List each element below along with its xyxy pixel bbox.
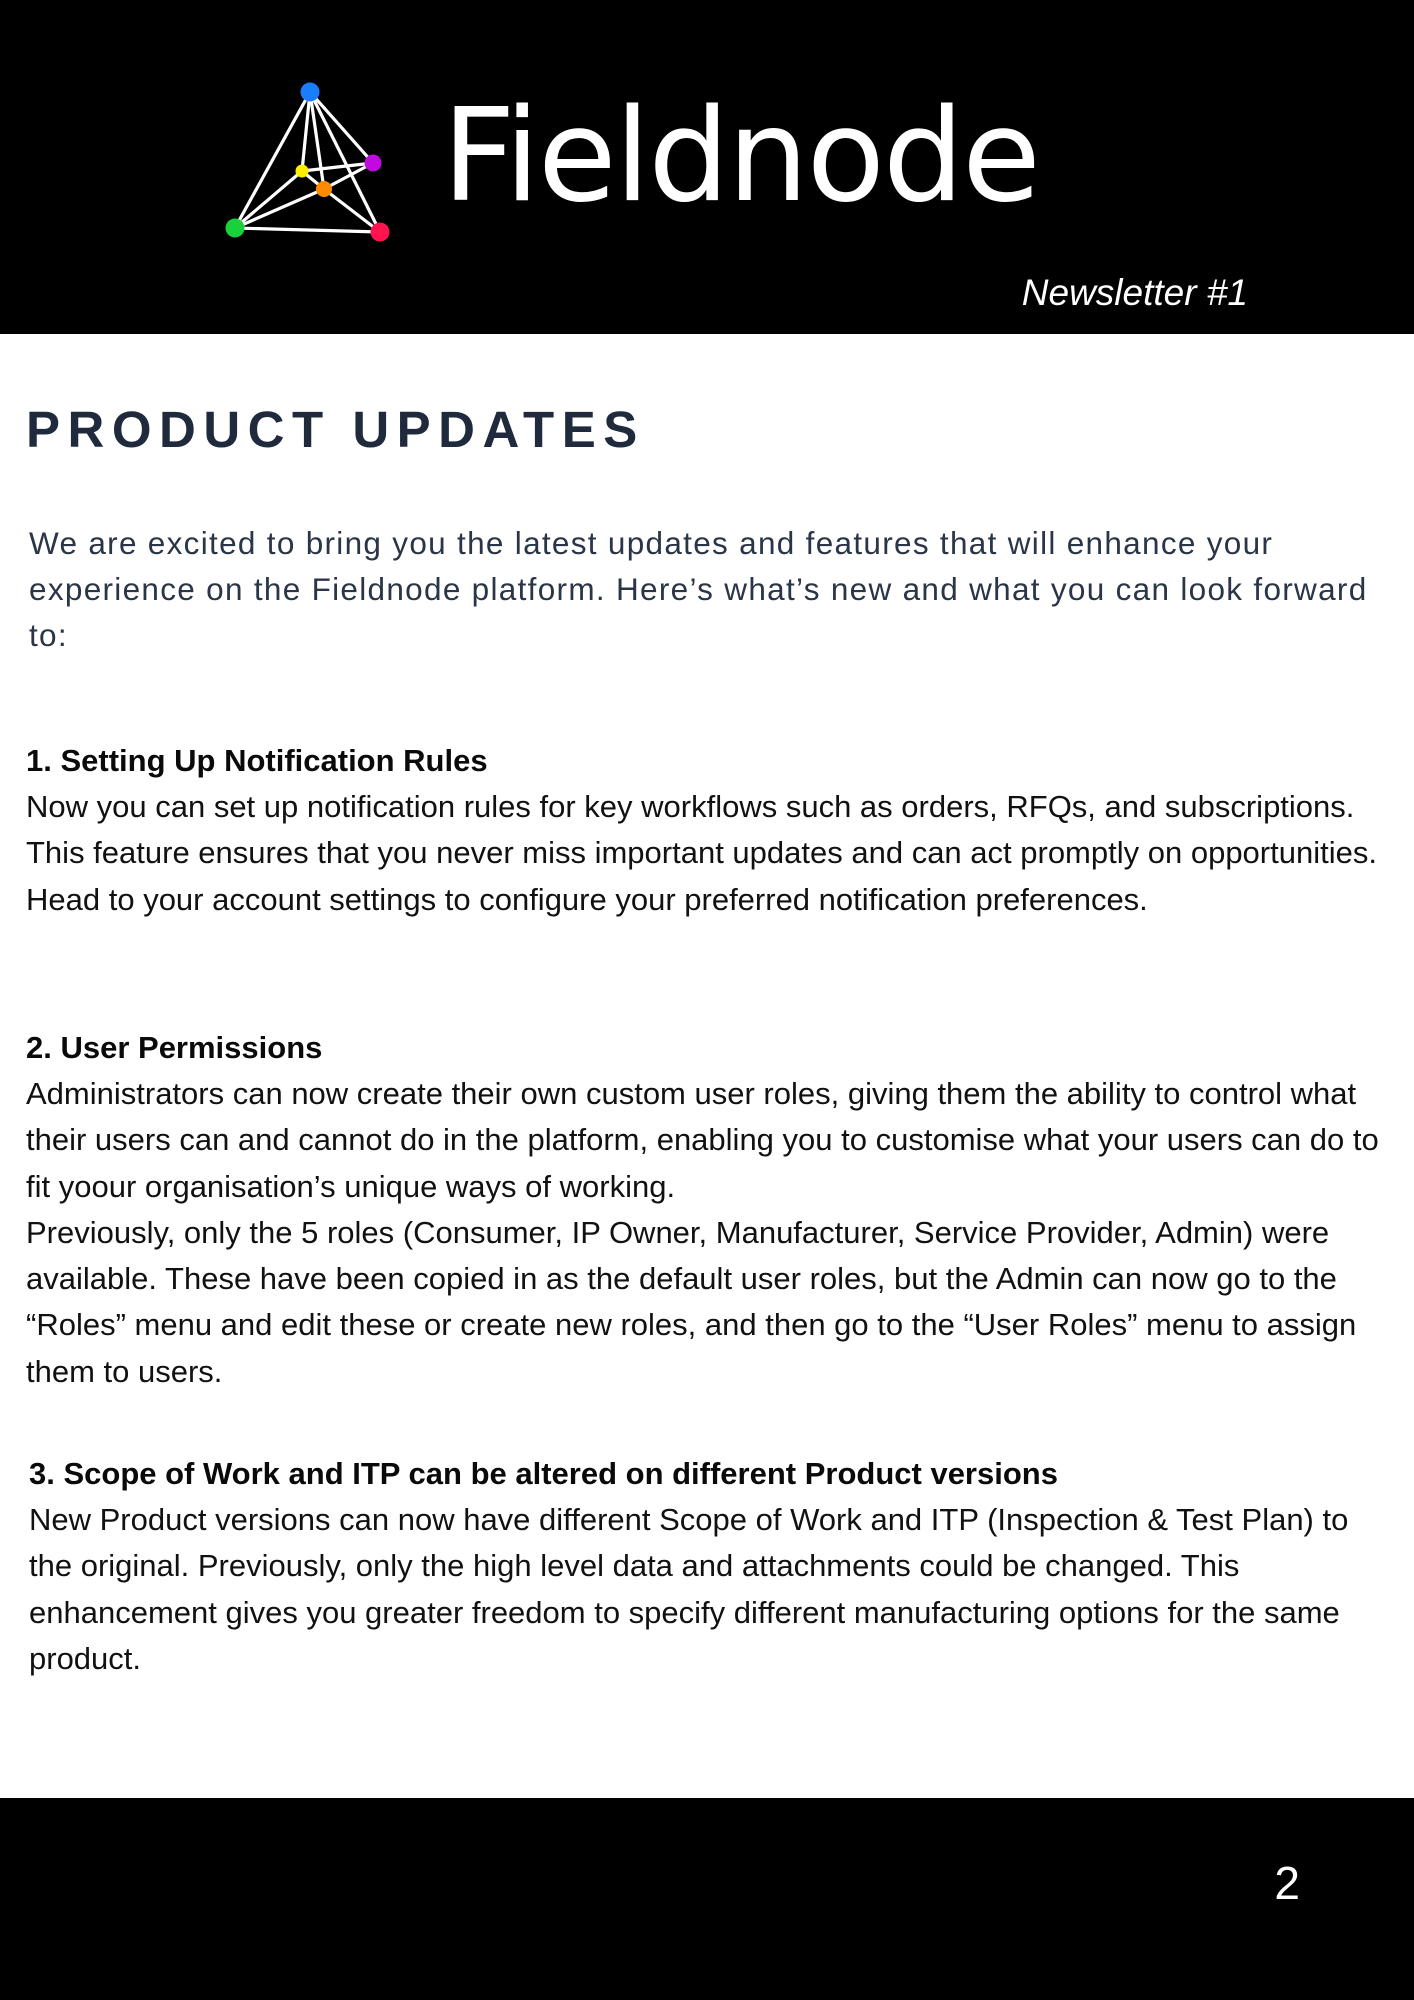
section-heading: 3. Scope of Work and ITP can be altered on different Product versions	[29, 1456, 1058, 1491]
logo-node-blue	[301, 83, 320, 102]
logo-node-green	[226, 219, 245, 238]
section-paragraph: Previously, only the 5 roles (Consumer, IP Owner, Manufacturer, Service Provider, Admin) were available. These have been copied in as the default user roles, but the Admin can now go to the “Roles” menu and edit these or create new roles, and then go to the “User Roles” menu to assign them to users.	[26, 1214, 1357, 1389]
logo-node-orange	[316, 181, 332, 197]
section-notification-rules	[26, 738, 1396, 923]
logo-node-red	[371, 223, 390, 242]
page-number: 2	[1274, 1857, 1300, 1909]
logo-node-yellow	[296, 165, 309, 178]
section-paragraph: Administrators can now create their own custom user roles, giving them the ability to control what their users can and cannot do in the platform, enabling you to customise what your users can do to fit yoour organisation’s unique ways of working.	[26, 1076, 1379, 1204]
section-scope-of-work	[29, 1451, 1399, 1682]
logo-wordmark: Fieldnode	[442, 82, 1039, 231]
section-heading: 1. Setting Up Notification Rules	[26, 743, 488, 778]
header-banner	[0, 0, 1414, 334]
logo-node-purple	[365, 155, 382, 172]
intro-paragraph: We are excited to bring you the latest updates and features that will enhance your experience on the Fieldnode platform. Here’s what’s new and what you can look forward to:	[29, 525, 1368, 653]
footer-bar	[0, 1798, 1414, 2000]
section-heading: 2. User Permissions	[26, 1030, 323, 1065]
newsletter-label: Newsletter #1	[1021, 272, 1248, 313]
fieldnode-logo-icon	[220, 78, 400, 248]
section-paragraph: New Product versions can now have different Scope of Work and ITP (Inspection & Test Plan) to the original. Previously, only the high level data and attachments could be changed. This enhancement gives you greater freedom to specify different manufacturing options for the same product.	[29, 1502, 1349, 1676]
page-title: PRODUCT UPDATES	[26, 401, 645, 458]
section-user-permissions	[26, 1025, 1396, 1395]
section-paragraph: Now you can set up notification rules for key workflows such as orders, RFQs, and subscriptions. This feature ensures that you never miss important updates and can act promptly on opportunities. Head to your account settings to configure your preferred notification preferences.	[26, 789, 1377, 917]
